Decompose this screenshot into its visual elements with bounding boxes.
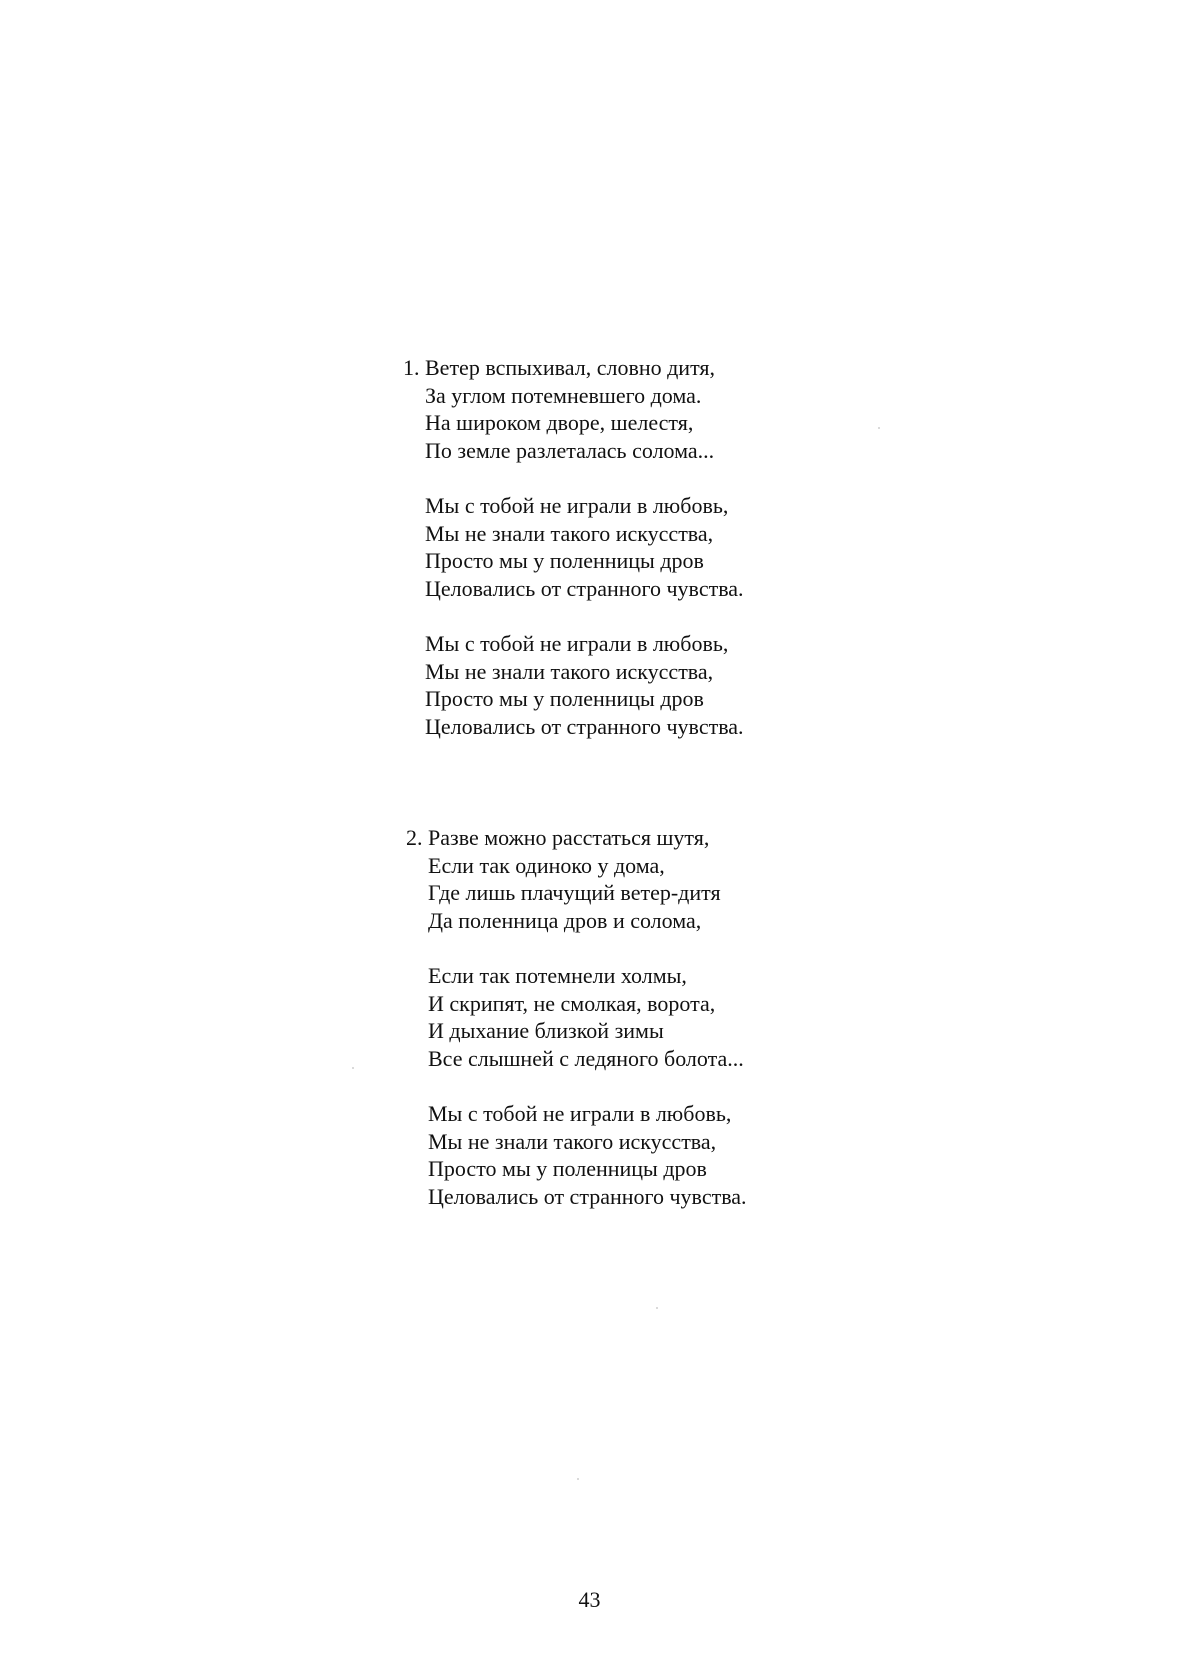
- verse-2-stanza-3: [428, 1100, 747, 1210]
- verse-line: Целовались от странного чувства.: [428, 1183, 747, 1209]
- verse-line: Где лишь плачущий ветер-дитя: [428, 880, 721, 905]
- scan-speck: [878, 427, 880, 429]
- verse-line: Просто мы у поленницы дров: [428, 1156, 707, 1181]
- verse-line: Мы не знали такого искусства,: [425, 658, 714, 684]
- verse-line: Да поленница дров и солома,: [428, 907, 702, 933]
- verse-number: 2.: [406, 825, 423, 850]
- verse-1-stanza-2: [425, 492, 744, 602]
- verse-1-stanza-3: [425, 630, 744, 740]
- verse-line: На широком дворе, шелестя,: [425, 410, 694, 435]
- verse-2-stanza-1: [406, 824, 721, 934]
- verse-line: Мы не знали такого искусства,: [425, 520, 714, 546]
- verse-line: Мы с тобой не играли в любовь,: [425, 631, 729, 656]
- verse-line: За углом потемневшего дома.: [425, 382, 702, 408]
- verse-line: 2. Разве можно расстаться шутя,: [406, 825, 710, 850]
- verse-line: Все слышней с ледяного болота...: [428, 1045, 744, 1071]
- scan-speck: [352, 1067, 354, 1069]
- verse-number: 1.: [403, 355, 420, 380]
- verse-line: Просто мы у поленницы дров: [425, 548, 704, 573]
- scan-speck: [577, 1478, 579, 1480]
- verse-line: И дыхание близкой зимы: [428, 1018, 664, 1043]
- verse-2-stanza-2: [428, 962, 744, 1072]
- verse-line: Целовались от странного чувства.: [425, 713, 744, 739]
- verse-1-stanza-1: [403, 354, 716, 464]
- page-number: 43: [578, 1587, 601, 1612]
- verse-line: По земле разлеталась солома...: [425, 437, 715, 463]
- verse-line: Мы с тобой не играли в любовь,: [425, 493, 729, 518]
- verse-line: 1. Ветер вспыхивал, словно дитя,: [403, 355, 716, 380]
- verse-line: Целовались от странного чувства.: [425, 575, 744, 601]
- verse-line: Просто мы у поленницы дров: [425, 686, 704, 711]
- verse-line: Если так потемнели холмы,: [428, 963, 687, 988]
- verse-line: Мы с тобой не играли в любовь,: [428, 1101, 732, 1126]
- verse-line: Если так одиноко у дома,: [428, 852, 665, 878]
- scan-speck: [656, 1307, 658, 1309]
- verse-line: И скрипят, не смолкая, ворота,: [428, 990, 716, 1016]
- verse-line: Мы не знали такого искусства,: [428, 1128, 717, 1154]
